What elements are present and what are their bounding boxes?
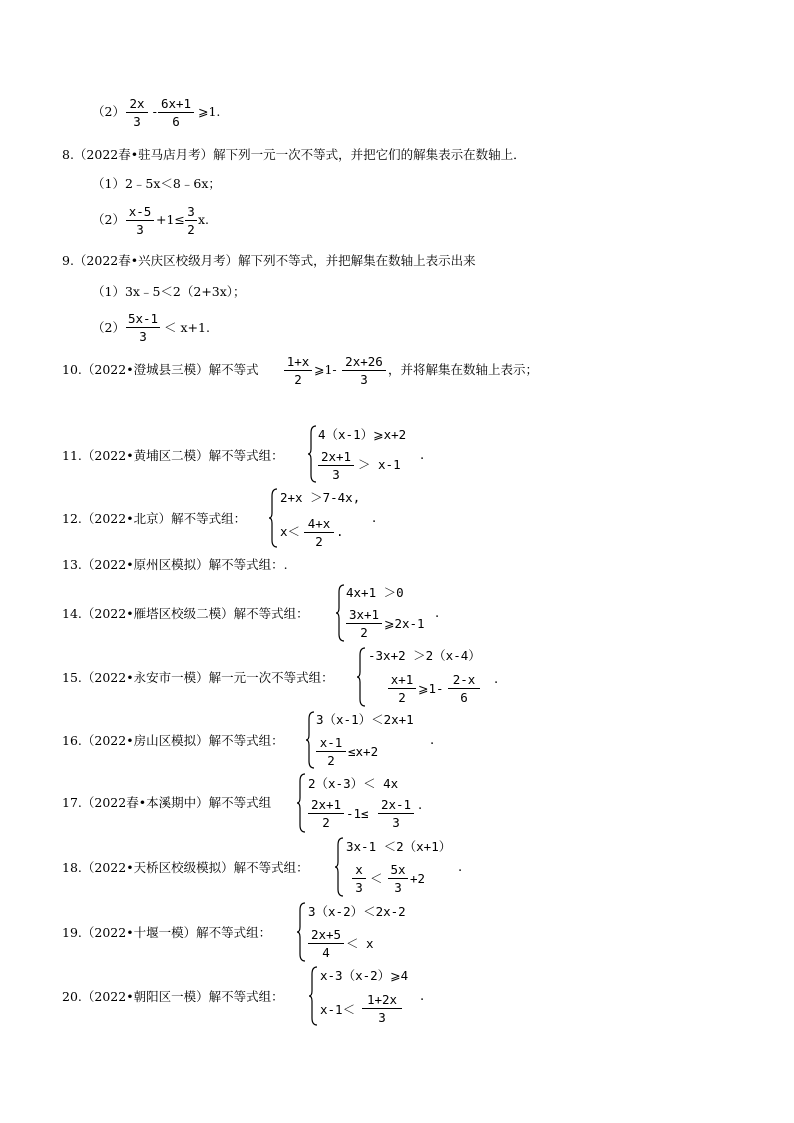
p20-end: .: [420, 989, 425, 1004]
p14-line2-tail: ⩾2x-1: [384, 616, 425, 631]
p8-relation: +1≤: [156, 212, 185, 227]
p14-brace: [335, 584, 345, 642]
p9-heading: 9.（2022春•兴庆区校级月考）解下列不等式，并把解集在数轴上表示出来: [62, 253, 476, 268]
p7-fraction-1: 2x 3: [126, 96, 148, 129]
p7-part2-label: （2）: [92, 104, 125, 119]
p19-brace: [296, 902, 306, 962]
p15-brace: [356, 647, 366, 707]
p10-fraction-1: 1+x 2: [284, 354, 312, 387]
p15-line1: -3x+2 ＞2（x-4）: [368, 648, 481, 663]
p17-fraction-2: 2x-1 3: [378, 797, 414, 830]
p14-line1: 4x+1 ＞0: [346, 585, 404, 600]
p20-line1: x-3（x-2）⩾4: [320, 968, 409, 983]
p17-line1: 2（x-3）＜ 4x: [308, 776, 399, 791]
p7-relation: ⩾1.: [198, 104, 221, 119]
p17-end: .: [418, 798, 423, 813]
p7-fraction-2: 6x+1 6: [158, 96, 194, 129]
p17-fraction-1: 2x+1 2: [308, 797, 344, 830]
p12-heading: 12.（2022•北京）解不等式组：: [62, 511, 247, 526]
p20-heading: 20.（2022•朝阳区一模）解不等式组：: [62, 989, 284, 1004]
p19-heading: 19.（2022•十堰一模）解不等式组：: [62, 925, 272, 940]
p12-fraction: 4+x 2: [304, 516, 334, 549]
p16-end: .: [430, 733, 435, 748]
p11-line1: 4（x-1）⩾x+2: [318, 427, 407, 442]
p18-line1: 3x-1 ＜2（x+1）: [346, 839, 452, 854]
p12-brace: [268, 488, 278, 548]
p10-heading: 10.（2022•澄城县三模）解不等式: [62, 362, 259, 377]
p9-tail: ＜ x+1.: [164, 320, 210, 335]
p8-tail: x.: [198, 212, 210, 227]
p10-tail: ，并将解集在数轴上表示；: [388, 362, 539, 377]
p19-line1: 3（x-2）＜2x-2: [308, 904, 406, 919]
p16-heading: 16.（2022•房山区模拟）解不等式组：: [62, 733, 284, 748]
p12-line2-tail: .: [336, 524, 344, 539]
p8-part2-label: （2）: [92, 212, 125, 227]
p10-relation: ⩾1-: [314, 362, 337, 377]
p16-brace: [305, 711, 315, 769]
p18-relation: ＜: [370, 871, 383, 886]
p16-fraction: x-1 2: [316, 735, 346, 768]
p15-relation: ⩾1-: [418, 681, 444, 696]
p17-brace: [296, 773, 306, 833]
p8-fraction-2: 3 2: [185, 204, 197, 237]
p9-part1: （1）3x﹣5＜2（2+3x）；: [92, 284, 246, 299]
p18-heading: 18.（2022•天桥区校级模拟）解不等式组：: [62, 860, 309, 875]
p9-part2-label: （2）: [92, 320, 125, 335]
p14-end: .: [435, 606, 440, 621]
p18-brace: [334, 837, 344, 897]
p8-part1: （1）2﹣5x＜8﹣6x；: [92, 176, 221, 191]
p13-heading: 13.（2022•原州区模拟）解不等式组：.: [62, 557, 288, 572]
p18-line2-tail: +2: [410, 871, 426, 886]
p16-line2-tail: ≤x+2: [348, 744, 379, 759]
p19-fraction: 2x+5 4: [308, 927, 344, 960]
p10-fraction-2: 2x+26 3: [342, 354, 386, 387]
p15-heading: 15.（2022•永安市一模）解一元一次不等式组：: [62, 670, 334, 685]
p14-fraction: 3x+1 2: [346, 607, 382, 640]
p11-line2-tail: ＞ x-1: [358, 457, 401, 472]
p12-line1: 2+x ＞7-4x,: [280, 490, 361, 505]
p12-line2-pre: x＜: [280, 524, 301, 539]
p20-line2-pre: x-1＜: [320, 1002, 356, 1017]
p9-fraction: 5x-1 3: [127, 311, 159, 344]
p20-fraction: 1+2x 3: [362, 992, 402, 1025]
p8-fraction-1: x-5 3: [126, 204, 154, 237]
p18-end: .: [458, 860, 463, 875]
p19-line2-tail: ＜ x: [346, 936, 374, 951]
p11-end: .: [420, 448, 425, 463]
p11-brace: [307, 425, 317, 483]
p14-heading: 14.（2022•雁塔区校级二模）解不等式组：: [62, 606, 309, 621]
p17-heading: 17.（2022春•本溪期中）解不等式组: [62, 795, 272, 810]
p15-fraction-1: x+1 2: [388, 672, 416, 705]
p8-heading: 8.（2022春•驻马店月考）解下列一元一次不等式，并把它们的解集表示在数轴上．: [62, 147, 526, 162]
p16-line1: 3（x-1）＜2x+1: [316, 712, 414, 727]
p20-brace: [308, 966, 318, 1026]
p18-fraction-2: 5x 3: [388, 862, 408, 895]
p11-fraction: 2x+1 3: [318, 449, 354, 482]
p15-fraction-2: 2-x 6: [448, 672, 480, 705]
p12-end: .: [372, 511, 377, 526]
p18-fraction-1: x 3: [352, 862, 366, 895]
p15-end: .: [494, 672, 499, 687]
p11-heading: 11.（2022•黄埔区二模）解不等式组：: [62, 448, 284, 463]
p17-relation: -1≤: [346, 806, 369, 821]
